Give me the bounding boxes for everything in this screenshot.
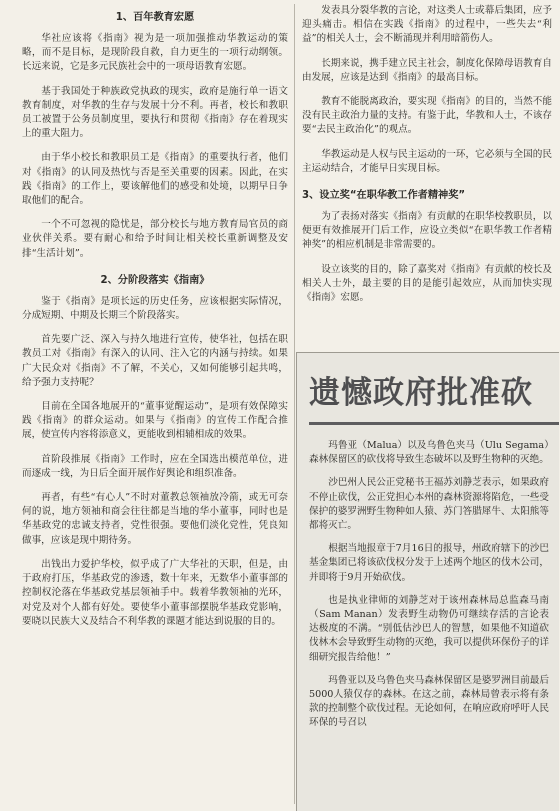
box-body	[297, 439, 559, 731]
sec1-paragraph: 基于我国处于种族政党执政的现实，政府是施行单一语文教育制度，对华教的生存与发展十分不利。再者，校长和教职员工被置于公务员制度里，要执行和贯彻《指南》存在着现实上的重大阻力。	[22, 85, 288, 140]
box-paragraph: 沙巴州人民公正党秘书王福苏刘静芝表示，如果政府不停止砍伐，公正党担心本州的森林资源将陷危，一些受保护的婆罗洲野生物种如人猿、苏门答腊犀牛、太阳熊等都将灭亡。	[309, 477, 549, 532]
right-paragraph: 华教运动是人权与民主运动的一环，它必须与全国的民主运动结合，才能早日实现目标。	[302, 148, 552, 174]
sec1-paragraph: 由于华小校长和教职员工是《指南》的重要执行者，他们对《指南》的认同及热忱与否是至关重要的因素。因此，在实践《指南》的工作上，要该解他们的感受和处境，以期早日争取他们的配合。	[22, 152, 288, 207]
sec2-paragraph: 再者，有些“有心人”不时对董教总领袖放冷箭，或无可奈何的说，地方领袖和商会往往都是当地的华小董事，同时也是华基政党的忠诚支持者，党性很强。要他们淡化党性，凭良知做事，应该是现中期待务。	[22, 492, 288, 546]
box-paragraph: 玛鲁亚以及乌鲁色夹马森林保留区是婆罗洲目前最后5000人猿仅存的森林。在这之前，森林局曾表示将有条款的控制整个砍伐过程。无论如何，在响应政府呼吁人民环保的号召以	[309, 674, 549, 729]
sec1-paragraph: 一个不可忽视的隐忧是，部分校长与地方教育局官员的商业伙伴关系。要有耐心和给予时间让相关校长重新调整及安排“生活计划”。	[22, 219, 288, 259]
box-paragraph: 也是执业律师的刘静芝对于该州森林局总监森马南（Sam Manan）发表野生动物仍可继续存活的言论表达极度的不满。“别低估沙巴人的智慧，如果他不知道砍伐林木会导致野生动物的灭绝，我可以提供环保份子的详细研究报告给他！”	[309, 594, 549, 663]
right-paragraph: 发表具分裂华教的言论，对这类人士或幕后集团，应予迎头痛击。相信在实践《指南》的过程中，一些失去“利益”的相关人士，会不断涌现并利用暗箭伤人。	[302, 5, 552, 45]
box-paragraph: 玛鲁亚（Malua）以及乌鲁色夹马（Ulu Segama）森林保留区的砍伐将导致生态破坏以及野生物种的灭绝。	[309, 440, 549, 466]
section-3-heading: 3、设立奖“在职华教工作者精神奖”	[302, 190, 466, 202]
section-1-heading: 1、百年教育宏愿	[115, 12, 195, 23]
column-divider	[294, 4, 295, 804]
sec2-paragraph: 目前在全国各地展开的“董事觉醒运动”，是项有效保障实践《指南》的群众运动。如果与《指南》的宣传工作配合推展，使宣传内容将添意义，更能收到相辅相成的效果。	[22, 401, 288, 441]
right-paragraph: 设立该奖的目的，除了嘉奖对《指南》有贡献的校长及相关人士外，最主要的目的是能引起效应，从而加快实现《指南》宏愿。	[302, 263, 552, 304]
sec2-paragraph: 鉴于《指南》是项长远的历史任务，应该根据实际情况，分成短期、中期及长期三个阶段落实。	[22, 295, 288, 322]
sec1-paragraph: 华社应该将《指南》视为是一项加强推动华教运动的策略，而不是目标，是现阶段自救，自力更生的一项行动纲领。长远来说，它是多元民族社会中的一项母语教育宏愿。	[22, 33, 288, 73]
box-headline: 遗憾政府批准砍	[309, 367, 559, 425]
sec2-paragraph: 出钱出力爱护华校，似乎成了广大华社的天职，但是，由于政府打压，华基政党的渗透，数十年来，无数华小董事部的控制权沦落在华基政党基层领袖手中。载着华教领袖的光环，对党及对个人都有好处。要使华小董事部摆脱华基政党影响，要晓以民族大义及结合不利华教的课题才能达到说服的目的。	[22, 558, 288, 627]
sec2-paragraph: 首先要广泛、深入与持久地进行宣传，使华社，包括在职教员工对《指南》有深入的认同、注入它的内涵与持续。如果广大民众对《指南》不了解，不关心，又如何能够引起共鸣，给予强力支持呢？	[22, 334, 288, 388]
right-paragraph: 长期来说，携手建立民主社会，制度化保障母语教育自由发展，应该是达到《指南》的最高目标。	[302, 57, 552, 83]
news-box	[296, 352, 559, 811]
right-paragraph: 为了表扬对落实《指南》有贡献的在职华校教职员，以便更有效推展开门后工作，应设立类似“在职华教工作者精神奖”的相应机制是非常需要的。	[302, 211, 552, 251]
left-column	[22, 4, 288, 639]
section-2-heading: 2、分阶段落实《指南》	[100, 274, 210, 286]
right-paragraph: 教育不能脱离政治，要实现《指南》的目的，当然不能没有民主政治力量的支持。有鉴于此，华教和人士，不该存要“去民主政治化”的观点。	[302, 96, 552, 136]
right-column	[302, 4, 552, 315]
sec2-paragraph: 首阶段推展《指南》工作时，应在全国选出模范单位，进而逐成一线，为日后全面开展作好舆论和组织准备。	[22, 453, 288, 479]
box-paragraph: 根据当地报章于7月16日的报导，州政府辖下的沙巴基金集团已将该砍伐权分发于上述两个地区的伐木公司，并即将于9月开始砍伐。	[309, 543, 549, 583]
